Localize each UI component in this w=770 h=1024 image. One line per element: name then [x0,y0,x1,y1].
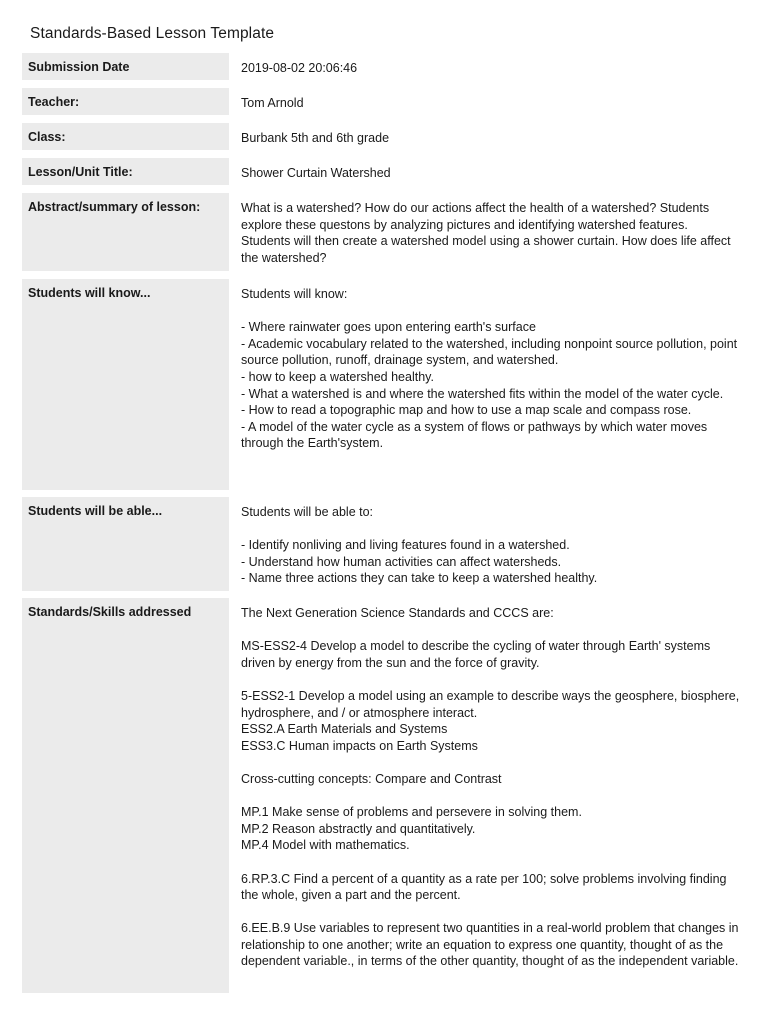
standards-label: Standards/Skills addressed [22,598,229,993]
know-item: - Academic vocabulary related to the watershed, including nonpoint source pollution, point source pollution, runoff, drainage system, and watershed. [241,336,738,368]
standards-mp-group [241,804,740,854]
students-will-know-label: Students will know... [22,279,229,490]
teacher-value: Tom Arnold [241,96,304,110]
standard-item: MP.2 Reason abstractly and quantitatively. [241,821,476,836]
lesson-title-label: Lesson/Unit Title: [22,158,229,185]
abstract-row [22,193,748,271]
lesson-title-row [22,158,748,185]
standards-value [229,598,748,993]
able-item: - Identify nonliving and living features found in a watershed. [241,538,570,553]
standard-6-rp-3-c: 6.RP.3.C Find a percent of a quantity as a rate per 100; solve problems involving finding the whole, given a part and the percent. [241,871,727,903]
standard-item: MP.4 Model with mathematics. [241,838,410,853]
students-will-know-row [22,279,748,490]
students-will-be-able-value [229,497,748,591]
submission-date-value: 2019-08-02 20:06:46 [241,61,358,75]
students-will-know-intro: Students will know: [241,287,348,301]
able-item: - Understand how human activities can affect watersheds. [241,554,562,569]
abstract-label: Abstract/summary of lesson: [22,193,229,271]
students-will-know-value [229,279,748,490]
standard-item: MP.1 Make sense of problems and persevere in solving them. [241,805,582,820]
know-item: - How to read a topographic map and how to use a map scale and compass rose. [241,403,692,418]
class-label: Class: [22,123,229,150]
students-will-be-able-row [22,497,748,591]
abstract-value: What is a watershed? How do our actions affect the health of a watershed? Students explore these questons by analyzing pictures and identifying watershed features. Students will then create a watershed model using a shower curtain. How does life affect the watershed? [241,201,731,265]
students-will-know-list [241,319,740,452]
know-item: - A model of the water cycle as a system of flows or pathways by which water moves through the Earth'system. [241,419,708,451]
teacher-row [22,88,748,115]
standard-item: 5-ESS2-1 Develop a model using an example to describe ways the geosphere, biosphere, hydrosphere, and / or atmosphere interact. [241,688,740,720]
standard-item: ESS3.C Human impacts on Earth Systems [241,738,478,753]
lesson-title-value: Shower Curtain Watershed [241,166,391,180]
know-item: - how to keep a watershed healthy. [241,369,434,384]
know-item: - What a watershed is and where the watershed fits within the model of the water cycle. [241,386,724,401]
able-item: - Name three actions they can take to keep a watershed healthy. [241,571,598,586]
standards-ess-group [241,688,740,754]
standards-intro: The Next Generation Science Standards and CCCS are: [241,606,554,620]
teacher-label: Teacher: [22,88,229,115]
submission-date-label: Submission Date [22,53,229,80]
submission-date-row [22,53,748,80]
standard-6-ee-b-9: 6.EE.B.9 Use variables to represent two quantities in a real-world problem that changes in relationship to one another; write an equation to express one quantity, thought of as the dependent variable., in terms of the other quantity, thought of as the independent variable. [241,921,739,969]
standard-ms-ess2-4: MS-ESS2-4 Develop a model to describe the cycling of water through Earth' systems driven by energy from the sun and the force of gravity. [241,639,711,670]
class-row [22,123,748,150]
standards-row [22,598,748,993]
know-item: - Where rainwater goes upon entering earth's surface [241,320,536,335]
students-will-be-able-label: Students will be able... [22,497,229,591]
standard-item: ESS2.A Earth Materials and Systems [241,722,448,737]
students-will-be-able-intro: Students will be able to: [241,505,374,519]
document-title: Standards-Based Lesson Template [30,25,275,42]
crosscutting-concepts: Cross-cutting concepts: Compare and Contrast [241,771,502,786]
students-will-be-able-list [241,537,740,587]
class-value: Burbank 5th and 6th grade [241,131,390,145]
